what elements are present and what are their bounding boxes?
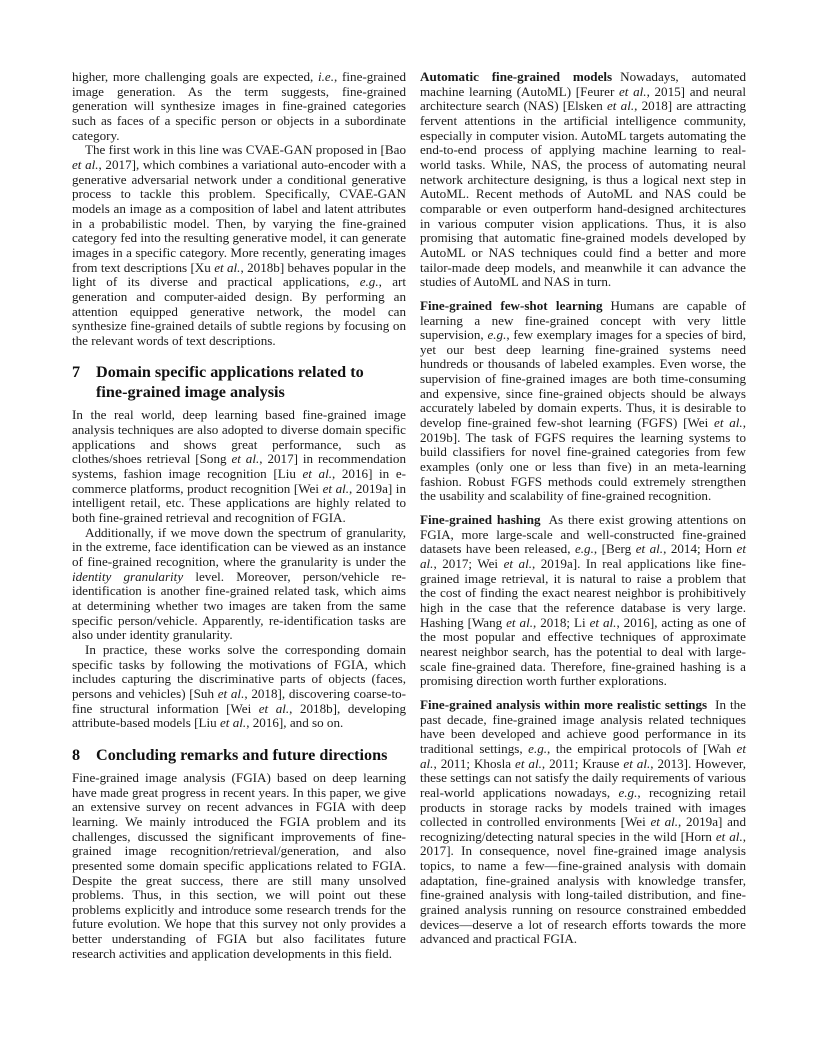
paragraph-automatic-models: Automatic fine-grained models Nowadays, automated machine learning (AutoML) [Feurer et al., 2015] and neural architecture search (NAS) [Elsken et al., 2018] are attracting fervent attentions in the artificial intelligence community, especially in computer vision. AutoML targets automating the end-to-end process of applying machine learning to real-world tasks. While, NAS, the process of automating neural network architecture designing, is thus a logical next step in AutoML. Recent methods of AutoML and NAS could be comparable or even outperform hand-designed architectures in various computer vision applications. Thus, it is also promising that automatic fine-grained models developed by AutoML or NAS techniques could find a better and more tailor-made deep models, and meanwhile it can advance the studies of AutoML and NAS in turn.	[420, 69, 747, 290]
section-8-heading: 8 Concluding remarks and future directions	[72, 745, 388, 764]
section-7-heading: 7 Domain specific applications related to fine-grained image analysis	[72, 363, 364, 402]
paragraph-in-practice: In practice, these works solve the corresponding domain specific tasks by following the motivations of FGIA, which includes capturing the discriminative parts of objects (faces, persons and vehicles) [Suh et al., 2018], discovering coarse-to-fine structural information [Wei et al., 2018b], developing attribute-based models [Liu et al., 2016], and so on.	[72, 641, 407, 731]
paragraph-cvae-gan: The first work in this line was CVAE-GAN proposed in [Bao et al., 2017], which combines a variational auto-encoder with a generative adversarial network under a conditional generative process to tackle this problem. Specifically, CVAE-GAN models an image as a composition of label and latent attributes in a probabilistic model. Then, by varying the fine-grained category fed into the resulting generative model, it can generate images in a specific category. More recently, generating images from text descriptions [Xu et al., 2018b] behaves popular in the light of its diverse and practical applications, e.g., art generation and computer-aided design. By performing an attention equipped generative network, the model can synthesize fine-grained details of subtle regions by focusing on the relevant words of text descriptions.	[72, 142, 407, 348]
runin-heading-automatic: Automatic fine-grained models	[420, 69, 613, 84]
paragraph-concluding: Fine-grained image analysis (FGIA) based on deep learning have made great progress in recent years. In this paper, we give an extensive survey on recent advances in FGIA with deep learning. We mainly introduced the FGIA problem and its challenges, discussed the significant improvements of fine-grained image recognition/retrieval/generation, and also presented some domain specific applications related to FGIA. Despite the great success, there are still many unsolved problems. Thus, in this section, we will point out these problems explicitly and introduce some research trends for the future evolution. We hope that this survey not only provides a better understanding of FGIA but also facilitates future research activities and application developments in this field.	[72, 769, 406, 961]
paragraph-few-shot: Fine-grained few-shot learning Humans are capable of learning a new fine-grained concept with very little supervision, e.g., few exemplary images for a species of bird, yet our best deep learning fine-grained systems need hundreds or thousands of labeled examples. Even worse, the supervision of fine-grained images are both time-consuming and expensive, since fine-grained objects should be always accurately labeled by domain experts. Thus, it is desirable to develop fine-grained few-shot learning (FGFS) [Wei et al., 2019b]. The task of FGFS requires the learning systems to build classifiers for novel fine-grained categories from few examples (only one or less than five) in an meta-learning fashion. Robust FGFS methods could extremely strengthen the usability and scalability of fine-grained recognition.	[420, 297, 746, 504]
paragraph-realistic-settings: Fine-grained analysis within more realistic settings In the past decade, fine-grained image analysis related techniques have been developed and achieve good performance in its traditional settings, e.g., the empirical protocols of [Wah et al., 2011; Khosla et al., 2011; Krause et al., 2013]. However, these settings can not satisfy the daily requirements of various real-world applications nowadays, e.g., recognizing retail products in storage racks by models trained with images collected in controlled environments [Wei et al., 2019a] and recognizing/detecting natural species in the wild [Horn et al., 2017]. In consequence, novel fine-grained image analysis topics, to name a few—fine-grained analysis with domain adaptation, fine-grained analysis with knowledge transfer, fine-grained analysis with long-tailed distribution, and fine-grained analysis running on resource constrained embedded devices—deserve a lot of research efforts towards the more advanced and practical FGIA.	[420, 696, 746, 947]
runin-heading-hashing: Fine-grained hashing	[420, 512, 541, 528]
paragraph-hashing: Fine-grained hashing As there exist growing attentions on FGIA, more large-scale and well-constructed fine-grained datasets have been released, e.g., [Berg et al., 2014; Horn et al., 2017; Wei et al., 2019a]. In real applications like fine-grained image retrieval, it is natural to raise a problem that the cost of finding the exact nearest neighbor is prohibitively high in the case that the reference database is very large. Hashing [Wang et al., 2018; Li et al., 2016], acting as one of the most popular and effective techniques of approximate nearest neighbor search, has the potential to deal with large-scale fine-grained data. Therefore, fine-grained hashing is a promising direction worth further explorations.	[420, 512, 746, 689]
runin-heading-realistic: Fine-grained analysis within more realistic settings	[420, 696, 708, 712]
runin-heading-few-shot: Fine-grained few-shot learning	[420, 297, 603, 313]
right-column	[420, 70, 746, 947]
left-column	[72, 70, 406, 961]
paragraph-identity-granularity: Additionally, if we move down the spectrum of granularity, in the extreme, face identification can be viewed as an instance of fine-grained recognition, where the granularity is under the identity granularity level. Moreover, person/vehicle re-identification is another fine-grained related task, which aims at determining whether two images are taken from the same specific person/vehicle. Apparently, re-identification tasks are also under identity granularity.	[72, 524, 406, 643]
paragraph-domain-applications: In the real world, deep learning based fine-grained image analysis techniques are also adopted to diverse domain specific applications and shows great performance, such as clothes/shoes retrieval [Song et al., 2017] in recommendation systems, fashion image recognition [Liu et al., 2016] in e-commerce platforms, product recognition [Wei et al., 2019a] in intelligent retail, etc. These applications are highly related to both fine-grained retrieval and recognition of FGIA.	[72, 407, 406, 526]
paragraph-generation-intro: higher, more challenging goals are expected, i.e., fine-grained image generation. As the term suggests, fine-grained generation will synthesize images in fine-grained categories such as faces of a specific person or objects in a subordinate category.	[72, 69, 407, 143]
